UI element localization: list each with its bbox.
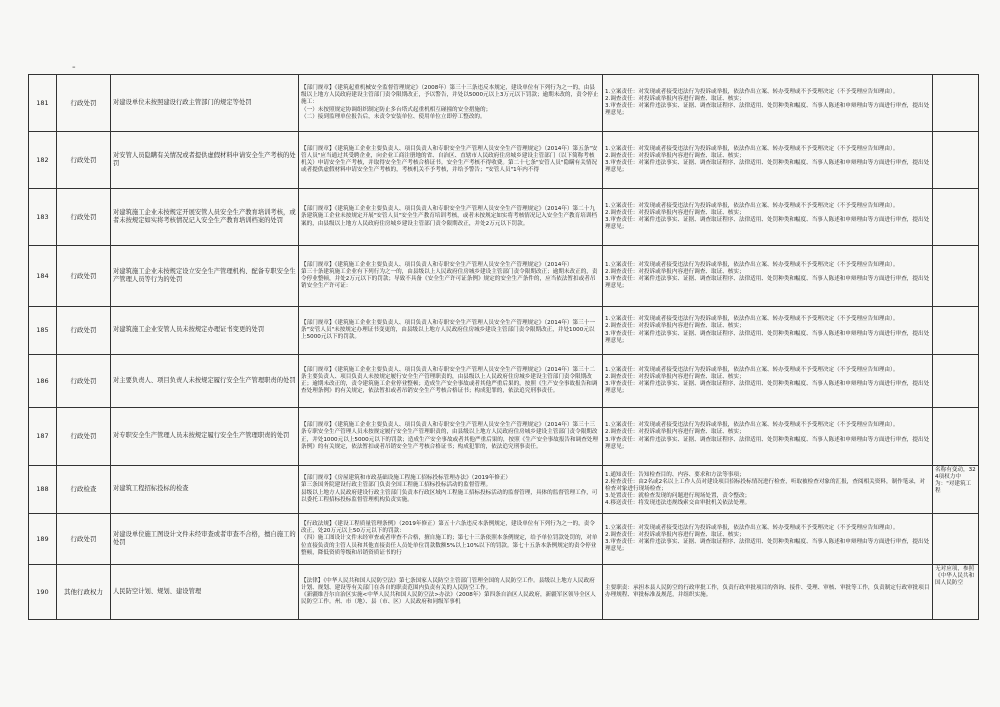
responsibility-line: 2.调查责任：对投诉或举报内容进行调查、取证、核实； (605, 268, 745, 275)
power-type: 行政检查 (57, 466, 111, 514)
responsibility-line: 1.立案责任：对发现或者接受违法行为投诉或举报，依法作出立案、转办受理或不予受理决定（不予受理应告知理由）。 (605, 524, 899, 531)
responsibility (603, 514, 933, 565)
legal-basis-line: 【部门规章】《建筑起重机械安全监督管理规定》（2008年）第三十三条违反本规定，建设单位有下列行为之一的，由县级以上地方人民政府建设主管部门责令限期改正，予以警告，并处以5000元以上3万元以下罚款；逾期未改的，责令停止施工： (301, 85, 599, 106)
remark (933, 246, 979, 307)
power-type: 行政处罚 (57, 408, 111, 466)
row-number: 182 (29, 132, 57, 189)
legal-basis-line: 【部门规章】《建筑施工企业主要负责人、项目负责人和专职安全生产管理人员安全生产管理规定》（2014年）第五条"安管人员"应当通过其受聘企业，向企业工商注册地的省、自治区、直辖市人民政府住房城乡建设主管部门（以下简称考核机关）申请安全生产考核，并取得安全生产考核合格证书。安全生产考核不得收费。第二十七条"安管人员"隐瞒有关情况或者提供虚假材料申请安全生产考核的，考核机关不予考核，并给予警告；"安管人员"1年内不得 (301, 145, 598, 174)
responsibility-line: 1.立案责任：对发现或者接受违法行为投诉或举报，依法作出立案、转办受理或不予受理决定（不予受理应告知理由）。 (605, 202, 899, 209)
row-number: 187 (29, 408, 57, 466)
legal-basis-line: （四）施工图设计文件未经审查或者审查不合格，擅自施工的；第七十三条依照本条例规定，给予单位罚款处罚的，对单位直接负责的主管人员和其他直接责任人员处单位罚款数额5%以上10%以下的罚款。第七十五条本条例规定的责令停业整顿，降低资质等级和吊销资质证书的行 (301, 535, 598, 556)
row-number: 186 (29, 355, 57, 408)
legal-basis (299, 189, 603, 246)
legal-basis (299, 246, 603, 307)
legal-basis (299, 75, 603, 132)
power-item: 对建筑施工企业安管人员未按规定办理证书变更的处罚 (111, 307, 299, 355)
table-row (29, 565, 979, 620)
responsibility (603, 408, 933, 466)
responsibility-line: 2.调查责任：对投诉或举报内容进行调查、取证、核实； (605, 531, 745, 538)
remark: 无对应项，参照《中华人民共和国人民防空 (933, 565, 979, 620)
power-type: 行政处罚 (57, 246, 111, 307)
responsibility-line: 3.处置责任：就检查发现的问题进行现场处置，责令整改； (605, 493, 751, 500)
legal-basis-line: 【部门规章】《建筑施工企业主要负责人、项目负责人和专职安全生产管理人员安全生产管理规定》（2014年）第二十九条建筑施工企业未按规定开展"安管人员"安全生产教育培训考核，或者未按规定如实将考核情况记入安全生产教育培训档案的，由县级以上地方人民政府住房城乡建设主管部门责令限期改正，并处2万元以下罚款。 (301, 206, 598, 227)
responsibility-line: 2.调查责任：对投诉或举报内容进行调查、取证、核实； (605, 209, 745, 216)
power-type: 其他行政权力 (57, 565, 111, 620)
table-row (29, 408, 979, 466)
row-number: 181 (29, 75, 57, 132)
row-number: 189 (29, 514, 57, 565)
power-type: 行政处罚 (57, 132, 111, 189)
responsibility-line: 3.审查责任：对案件违法事实、证据、调查取证程序、法律适用、处罚种类和幅度、当事人陈述和申辩理由等方面进行审查，提出处理意见； (605, 436, 930, 450)
remark (933, 75, 979, 132)
row-number: 184 (29, 246, 57, 307)
row-number: 185 (29, 307, 57, 355)
power-type: 行政处罚 (57, 307, 111, 355)
responsibility-line: 2.检查责任：由2名或2名以上工作人员对建设项目招标投标情况进行检查，听取被检查对象的汇报，查阅相关资料，制作笔录，对检查对象进行现场检查； (605, 478, 926, 492)
responsibility-line: 2.调查责任：对投诉或举报内容进行调查、取证、核实； (605, 373, 745, 380)
legal-basis-line: 【部门规章】《建筑施工企业主要负责人、项目负责人和专职安全生产管理人员安全生产管理规定》（2014年） (301, 261, 573, 268)
legal-basis (299, 132, 603, 189)
power-item: 对建设单位未按照建设行政主管部门的规定等处罚 (111, 75, 299, 132)
legal-basis-line: 第三条国务院建设行政主管部门负责全国工程施工招标投标活动的监督管理。 (301, 482, 492, 489)
responsibility (603, 307, 933, 355)
remark (933, 514, 979, 565)
power-type: 行政处罚 (57, 355, 111, 408)
legal-basis (299, 514, 603, 565)
responsibility-line: 3.审查责任：对案件违法事实、证据、调查取证程序、法律适用、处罚种类和幅度、当事人陈述和申辩理由等方面进行审查，提出处理意见； (605, 330, 930, 344)
power-type: 行政处罚 (57, 75, 111, 132)
responsibility (603, 132, 933, 189)
table-row (29, 466, 979, 514)
legal-basis-line: 【部门规章】《建筑施工企业主要负责人、项目负责人和专职安全生产管理人员安全生产管理规定》（2014年）第三十三条专职安全生产管理人员未按规定履行安全生产管理职责的，由县级以上地方人民政府住房城乡建设主管部门责令限期改正，并处1000元以上5000元以下的罚款；造成生产安全事故或者其他严重后果的，按照《生产安全事故报告和调查处理条例》的有关规定，依法暂扣或者吊销安全生产考核合格证书；构成犯罪的，依法追究刑事责任。 (301, 422, 598, 450)
table-row (29, 132, 979, 189)
power-list-table (28, 74, 979, 620)
responsibility-line: 2.调查责任：对投诉或举报内容进行调查、取证、核实； (605, 429, 745, 436)
power-item: 对建设单位施工图设计文件未经审查或者审查不合格，擅自施工的处罚 (111, 514, 299, 565)
row-number: 188 (29, 466, 57, 514)
power-item: 对建筑施工企业未按规定设立安全生产管理机构、配备专职安全生产管理人员等行为的处罚 (111, 246, 299, 307)
legal-basis-line: 第三十条建筑施工企业有下列行为之一的，由县级以上人民政府住房城乡建设主管部门责令限期改正；逾期未改正的，责令停业整顿，并处2万元以下的罚款；导致不具备《安全生产许可证条例》规定的安全生产条件的，应当依法暂扣或者吊销安全生产许可证： (301, 268, 598, 290)
remark (933, 355, 979, 408)
responsibility-line: 1.立案责任：对发现或者接受违法行为投诉或举报，依法作出立案、转办受理或不予受理决定（不予受理应告知理由）。 (605, 316, 899, 323)
table-row (29, 189, 979, 246)
power-item: 人民防空计划、规划、建设管理 (111, 565, 299, 620)
legal-basis-line: 《新疆维吾尔自治区实施<中华人民共和国人民防空法>办法》（2008年）第四条自治区人民政府，新疆军区领导全区人民防空工作。州、市（地）、县（市、区）人民政府和同级军事机 (301, 592, 596, 606)
responsibility-line: 3.审查责任：对案件违法事实、证据、调查取证程序、法律适用、处罚种类和幅度、当事人陈述和申辩理由等方面进行审查，提出处理意见； (605, 217, 930, 231)
remark (933, 132, 979, 189)
table-row (29, 75, 979, 132)
responsibility-line: 2.调查责任：对投诉或举报内容进行调查、取证、核实； (605, 323, 745, 330)
responsibility-line: 4.移送责任：将发现违法违规线索交由审批机关依法处理。 (605, 500, 751, 507)
responsibility-line: 2.调查责任：对投诉或举报内容进行调查、取证、核实； (605, 152, 745, 159)
legal-basis-line: 【法律】《中华人民共和国人民防空法》第七条国家人民防空主管部门管理全国的人民防空工作。县级以上地方人民政府计划、规划、建设等有关部门在各自的职责范围内负责有关的人民防空工作。 (301, 577, 595, 591)
power-type: 行政处罚 (57, 514, 111, 565)
responsibility-line: 3.审查责任：对案件违法事实、证据、调查取证程序、法律适用、处罚种类和幅度、当事人陈述和申辩理由等方面进行审查，提出处理意见； (605, 160, 930, 174)
row-number: 190 (29, 565, 57, 620)
responsibility (603, 75, 933, 132)
responsibility-line: 1.立案责任：对发现或者接受违法行为投诉或举报，依法作出立案、转办受理或不予受理决定（不予受理应告知理由）。 (605, 422, 899, 429)
power-type: 行政处罚 (57, 189, 111, 246)
remark (933, 189, 979, 246)
table-row (29, 514, 979, 565)
power-item: 对建筑工程招标投标的检查 (111, 466, 299, 514)
responsibility-line: 3.审查责任：对案件违法事实、证据、调查取证程序、法律适用、处罚种类和幅度、当事人陈述和申辩理由等方面进行审查，提出处理意见； (605, 276, 930, 290)
power-item: 对建筑施工企业未按规定开展安管人员安全生产教育培训考核，或者未按规定如实将考核情况记入安全生产教育培训档案的处罚 (111, 189, 299, 246)
legal-basis-line: 【部门规章】《建筑施工企业主要负责人、项目负责人和专职安全生产管理人员安全生产管理规定》（2014年）第三十一条"安管人员"未按规定办理证书变更的，由县级以上地方人民政府住房城乡建设主管部门责令限期改正，并处1000元以上5000元以下的罚款。 (301, 319, 595, 341)
legal-basis-line: 县级以上地方人民政府建设行政主管部门负责本行政区域内工程施工招标投标活动的监督管理，具体的监督管理工作，可以委托工程招标投标监督管理机构负责实施。 (301, 489, 598, 503)
responsibility (603, 189, 933, 246)
remark (933, 408, 979, 466)
power-item: 对主要负责人、项目负责人未按规定履行安全生产管理职责的处罚 (111, 355, 299, 408)
table-row (29, 307, 979, 355)
responsibility-line: 1.立案责任：对发现或者接受违法行为投诉或举报，依法作出立案、转办受理或不予受理决定（不予受理应告知理由）。 (605, 366, 899, 373)
responsibility-line: 主要职责：承担本县人民防空的行政审批工作，负责行政审批项目的咨询、接件、受理、审核、审批等工作，负责制定行政审批项目办理规程、审批标准及规范，并组织实施。 (605, 584, 930, 598)
responsibility (603, 565, 933, 620)
responsibility (603, 355, 933, 408)
legal-basis (299, 565, 603, 620)
table-row (29, 246, 979, 307)
power-item: 对安管人员隐瞒有关情况或者提供虚假材料申请安全生产考核的处罚 (111, 132, 299, 189)
responsibility-line: 3.审查责任：对案件违法事实、证据、调查取证程序、法律适用、处罚种类和幅度、当事人陈述和申辩理由等方面进行审查，提出处理意见； (605, 539, 930, 553)
responsibility-line: 1.通知责任：告知检查目的、内容、要求和方法等事项； (605, 471, 745, 478)
legal-basis (299, 408, 603, 466)
row-number: 183 (29, 189, 57, 246)
legal-basis (299, 466, 603, 514)
responsibility-line: 3.审查责任：对案件违法事实、证据、调查取证程序、法律适用、处罚种类和幅度、当事人陈述和申辩理由等方面进行审查，提出处理意见； (605, 381, 930, 395)
remark (933, 307, 979, 355)
legal-basis-line: （二）接到监理单位报告后，未责令安装单位、使用单位立即停工整改的。 (301, 113, 486, 120)
responsibility-line: 1.立案责任：对发现或者接受违法行为投诉或举报，依法作出立案、转办受理或不予受理决定（不予受理应告知理由）。 (605, 88, 899, 95)
legal-basis-line: 【部门规章】《房屋建筑和市政基础设施工程施工招标投标管理办法》（2019年修正） (301, 475, 512, 482)
legal-basis-line: 【部门规章】《建筑施工企业主要负责人、项目负责人和专职安全生产管理人员安全生产管理规定》（2014年）第三十二条主要负责人、项目负责人未按规定履行安全生产管理职责的，由县级以上人民政府住房城乡建设主管部门责令限期改正；逾期未改正的，责令建筑施工企业停业整顿；造成生产安全事故或者其他严重后果的，按照《生产安全事故报告和调查处理条例》的有关规定，依法暂扣或者吊销安全生产考核合格证书；构成犯罪的，依法追究刑事责任。 (301, 366, 598, 395)
power-item: 对专职安全生产管理人员未按规定履行安全生产管理职责的处罚 (111, 408, 299, 466)
legal-basis (299, 307, 603, 355)
responsibility (603, 466, 933, 514)
page-mark: - (72, 62, 76, 73)
legal-basis-line: 【行政法规】《建设工程质量管理条例》（2019年修正）第五十六条违反本条例规定，建设单位有下列行为之一的，责令改正，处20万元以上50万元以下的罚款： (301, 521, 595, 535)
table-row (29, 355, 979, 408)
responsibility-line: 3.审查责任：对案件违法事实、证据、调查取证程序、法律适用、处罚种类和幅度、当事人陈述和申辩理由等方面进行审查，提出处理意见； (605, 103, 930, 117)
remark: 名称有变动，324项权力中为："对建筑工程 (933, 466, 979, 514)
responsibility-line: 1.立案责任：对发现或者接受违法行为投诉或举报，依法作出立案、转办受理或不予受理决定（不予受理应告知理由）。 (605, 145, 899, 152)
responsibility-line: 1.立案责任：对发现或者接受违法行为投诉或举报，依法作出立案、转办受理或不予受理决定（不予受理应告知理由）。 (605, 261, 899, 268)
responsibility-line: 2.调查责任：对投诉或举报内容进行调查、取证、核实； (605, 95, 745, 102)
legal-basis (299, 355, 603, 408)
responsibility (603, 246, 933, 307)
legal-basis-line: （一）未按照规定协调组织制定防止多台塔式起重机相互碰撞的安全措施的； (301, 106, 492, 113)
